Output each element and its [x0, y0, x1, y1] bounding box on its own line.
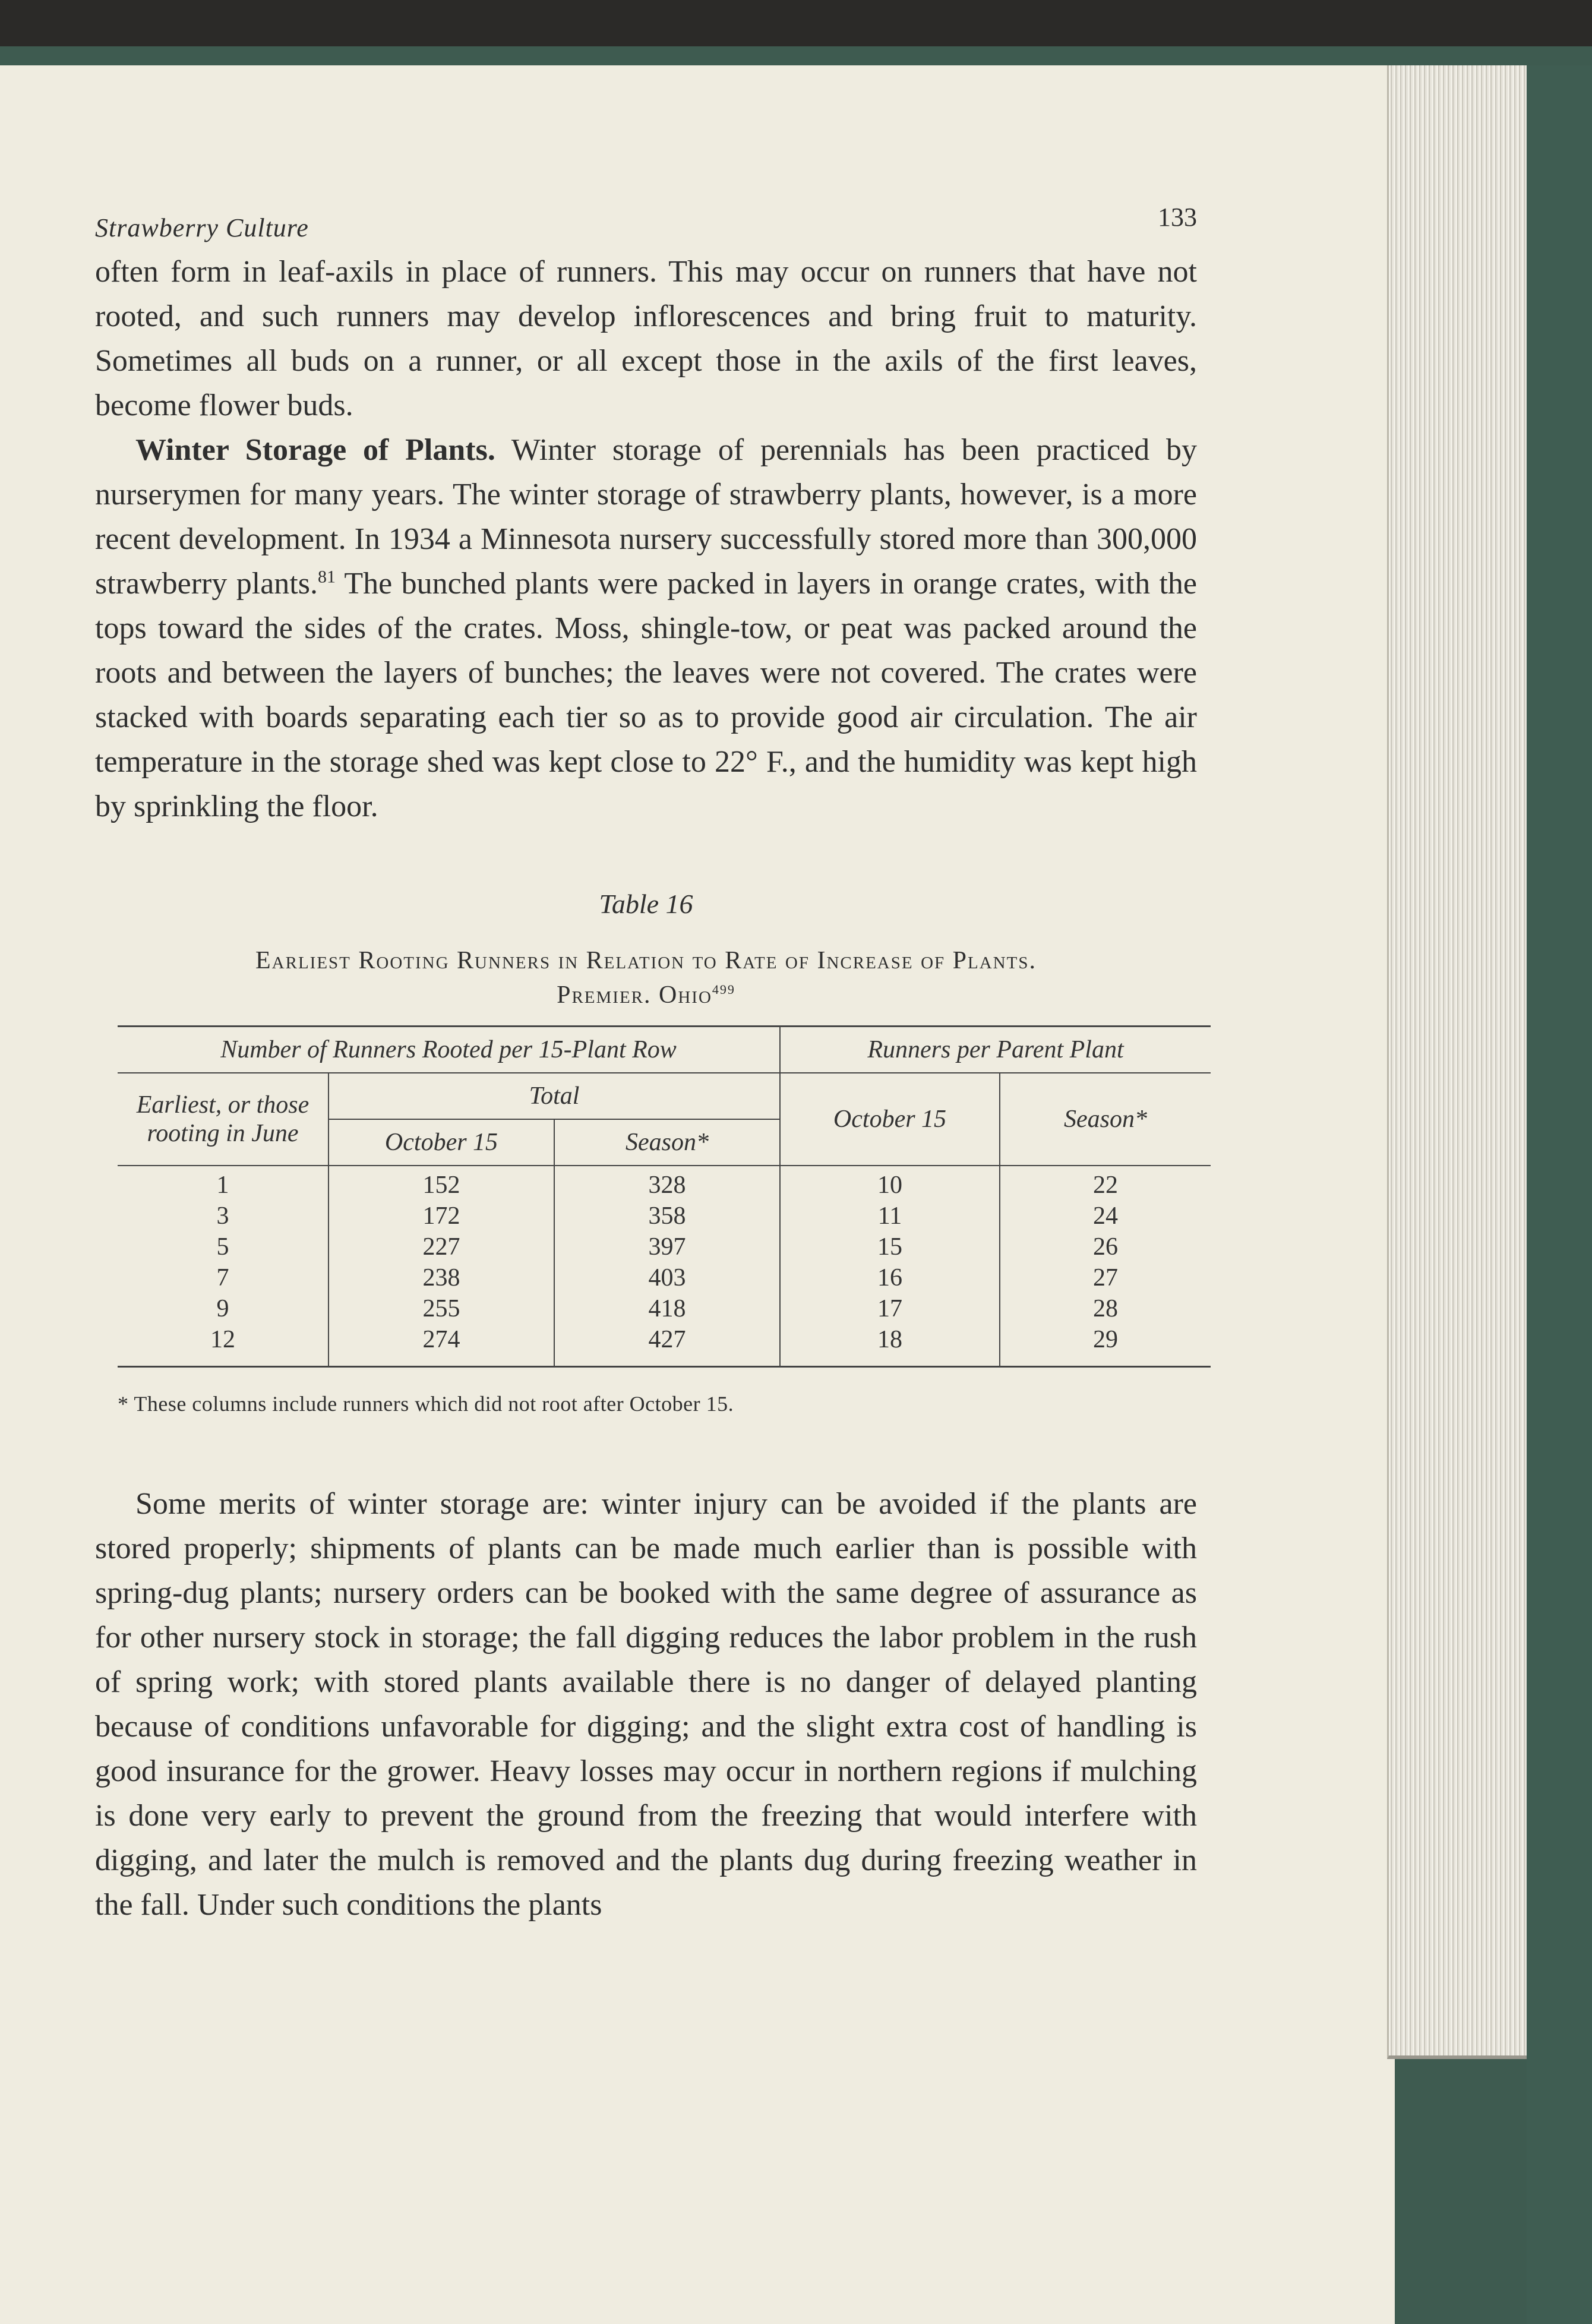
table-cell: 227 — [422, 1233, 460, 1261]
table-cell: 328 — [648, 1172, 686, 1199]
column-header-parent-season: Season* — [1000, 1073, 1211, 1166]
table-cell: 22 — [1093, 1172, 1118, 1199]
table-caption-line-1: Earliest Rooting Runners in Relation to Rate of Increase of Plants. — [255, 947, 1037, 974]
table-caption — [107, 943, 1185, 1012]
column-header-total: Total — [328, 1073, 780, 1119]
paragraph-merits: Some merits of winter storage are: winter injury can be avoided if the plants are stored properly; shipments of plants can be made much earlier than is possible with spring-dug plants; nursery orders can be booked with the same degree of assurance as for other nursery stock in storage; the fall digging reduces the labor problem in the rush of spring work; with stored plants available there is no danger of delayed planting because of conditions unfavorable for digging; and the slight extra cost of handling is good insurance for the grower. Heavy losses may occur in northern regions if mulching is done very early to prevent the ground from the freezing that would interfere with digging, and later the mulch is removed and the plants dug during freezing weather in the fall. Under such conditions the plants — [95, 1487, 1197, 1922]
reference-superscript: 81 — [317, 567, 336, 587]
table-header-row-2 — [118, 1073, 1211, 1119]
column-header-earliest: Earliest, or those rooting in June — [118, 1073, 328, 1166]
table-caption-line-2-text: Premier. Ohio — [557, 981, 712, 1009]
table-cell: 27 — [1093, 1264, 1118, 1292]
column-header-total-season: Season* — [554, 1119, 780, 1166]
table-body-row — [118, 1166, 1211, 1367]
table-label: Table 16 — [599, 889, 693, 919]
table-cell: 10 — [877, 1172, 902, 1199]
running-head — [95, 190, 1197, 250]
column-total-season-values — [554, 1166, 780, 1367]
table-cell: 5 — [216, 1233, 229, 1261]
table-cell: 397 — [648, 1233, 686, 1261]
section-heading-winter-storage: Winter Storage of Plants. — [135, 433, 495, 467]
column-header-total-oct15: October 15 — [328, 1119, 554, 1166]
table-cell: 255 — [422, 1295, 460, 1322]
table-cell: 274 — [422, 1326, 460, 1353]
page-content — [95, 190, 1197, 1927]
table-cell: 15 — [877, 1233, 902, 1261]
table-cell: 29 — [1093, 1326, 1118, 1353]
table-cell: 17 — [877, 1295, 902, 1322]
table-cell: 18 — [877, 1326, 902, 1353]
table-cell: 238 — [422, 1264, 460, 1292]
group-header-left: Number of Runners Rooted per 15-Plant Row — [118, 1027, 780, 1073]
table-cell: 12 — [210, 1326, 235, 1353]
column-parent-season-values — [1000, 1166, 1211, 1367]
book-cover-spine — [1527, 65, 1592, 2324]
table-block — [95, 888, 1197, 1416]
table-cell: 7 — [216, 1264, 229, 1292]
column-header-parent-oct15: October 15 — [780, 1073, 1000, 1166]
table-cell: 152 — [422, 1172, 460, 1199]
page-number: 133 — [1158, 203, 1197, 232]
paragraph-winter-text-1: Winter storage of perennials has been practiced by nurserymen for many years. The winter storage of strawberry plants, however, is a more recent development. In 1934 a Minnesota nursery successfully stored more than 300,000 strawberry plants. — [95, 433, 1197, 601]
column-earliest-values — [118, 1166, 328, 1367]
table-caption-reference: 499 — [712, 982, 735, 997]
table-cell: 427 — [648, 1326, 686, 1353]
table-cell: 3 — [216, 1202, 229, 1230]
table-cell: 11 — [877, 1202, 902, 1230]
table-cell: 358 — [648, 1202, 686, 1230]
table-caption-line-2 — [107, 978, 1185, 1012]
paragraph-continued: often form in leaf-axils in place of runners. This may occur on runners that have not rooted, and such runners may develop inflorescences and bring fruit to maturity. Sometimes all buds on a runner, or all except those in the axils of the first leaves, become flower buds. — [95, 255, 1197, 422]
paragraph-winter-storage — [95, 428, 1197, 829]
table-cell: 26 — [1093, 1233, 1118, 1261]
data-table — [118, 1025, 1211, 1368]
running-head-title: Strawberry Culture — [95, 213, 309, 242]
table-cell: 418 — [648, 1295, 686, 1322]
table-header-row-1 — [118, 1027, 1211, 1073]
table-cell: 28 — [1093, 1295, 1118, 1322]
group-header-right: Runners per Parent Plant — [780, 1027, 1211, 1073]
table-cell: 24 — [1093, 1202, 1118, 1230]
table-cell: 403 — [648, 1264, 686, 1292]
page-edges — [1387, 65, 1528, 2059]
table-cell: 1 — [216, 1172, 229, 1199]
paragraph-winter-text-2: The bunched plants were packed in layers in orange crates, with the tops toward the sides of the crates. Moss, shingle-tow, or peat was packed around the roots and between the layers of bunches; the leaves were not covered. The crates were stacked with boards separating each tier so as to provide good air circulation. The air temperature in the storage shed was kept close to 22° F., and the humidity was kept high by sprinkling the floor. — [95, 567, 1197, 823]
table-cell: 16 — [877, 1264, 902, 1292]
column-total-oct15-values — [328, 1166, 554, 1367]
table-cell: 172 — [422, 1202, 460, 1230]
column-parent-oct15-values — [780, 1166, 1000, 1367]
table-cell: 9 — [216, 1295, 229, 1322]
table-footnote: * These columns include runners which did not root after October 15. — [118, 1392, 734, 1416]
